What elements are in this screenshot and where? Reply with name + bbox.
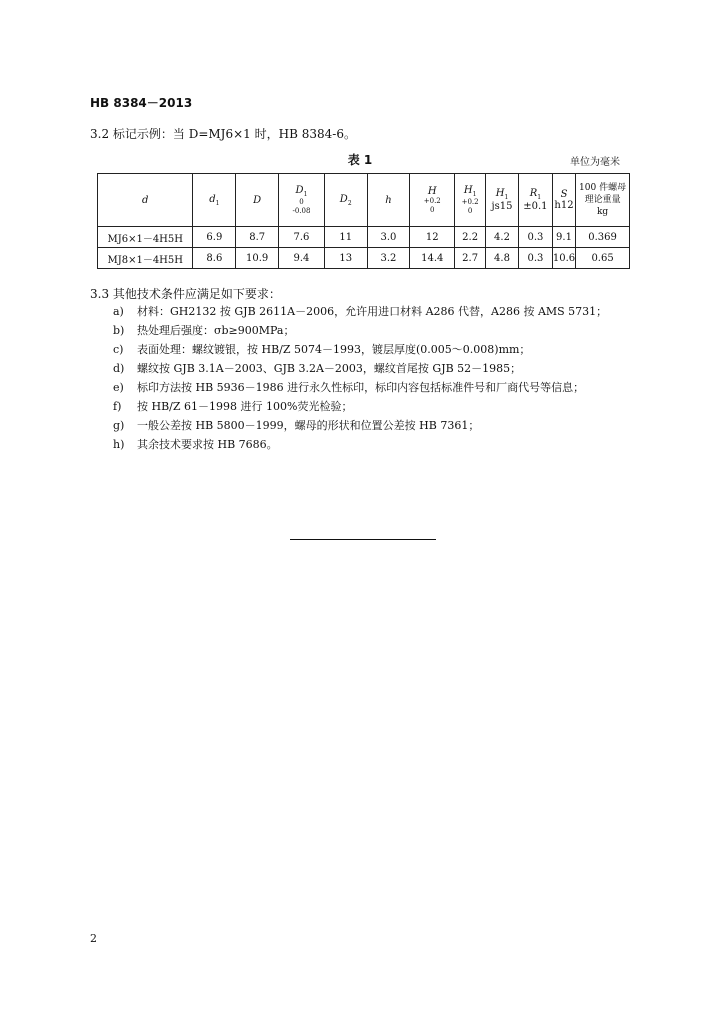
list-item: b) 热处理后强度：σb≥900MPa； (113, 324, 295, 337)
document-header: HB 8384－2013 (90, 96, 193, 110)
header-d: d (98, 174, 193, 227)
table-cell: 2.7 (455, 248, 486, 269)
table-cell: MJ6×1－4H5H (98, 227, 193, 248)
table-cell: 4.2 (486, 227, 519, 248)
table-cell: 7.6 (279, 227, 325, 248)
table-row (98, 248, 630, 269)
list-item: h) 其余技术要求按 HB 7686。 (113, 438, 278, 451)
header-H1-js15: $H_1$ js15 (486, 174, 519, 227)
table-cell: 8.6 (193, 248, 236, 269)
header-H: H +0.2 0 (410, 174, 455, 227)
table-cell: 4.8 (486, 248, 519, 269)
table-cell: 14.4 (410, 248, 455, 269)
table-cell: 9.4 (279, 248, 325, 269)
table-cell: 12 (410, 227, 455, 248)
section-3-3-heading: 3.3 其他技术条件应满足如下要求： (90, 287, 281, 301)
page-number: 2 (90, 932, 97, 945)
header-H1: $H_1$ +0.2 0 (455, 174, 486, 227)
list-item: d) 螺纹按 GJB 3.1A－2003、GJB 3.2A－2003，螺纹首尾按 GJB 52－1985； (113, 362, 522, 375)
header-weight: 100 件螺母 理论重量 kg (576, 174, 630, 227)
list-item: e) 标印方法按 HB 5936－1986 进行永久性标印，标印内容包括标准件号和厂商代号等信息； (113, 381, 585, 394)
header-R1: $R_1$ ±0.1 (518, 174, 552, 227)
header-S: S h12 (552, 174, 575, 227)
header-h: h (367, 174, 410, 227)
table-cell: 8.7 (236, 227, 279, 248)
table-cell: 0.3 (518, 227, 552, 248)
table-cell: 9.1 (552, 227, 575, 248)
list-item: g) 一般公差按 HB 5800－1999，螺母的形状和位置公差按 HB 7361； (113, 419, 480, 432)
spec-table (97, 173, 630, 269)
header-D1: $D_1$ 0 -0.08 (279, 174, 325, 227)
header-d1: $d_1$ (193, 174, 236, 227)
table-cell: 13 (324, 248, 367, 269)
table-unit: 单位为毫米 (570, 157, 620, 168)
list-item: a) 材料：GH2132 按 GJB 2611A－2006，允许用进口材料 A286 代替，A286 按 AMS 5731； (113, 305, 608, 318)
header-D2: $D_2$ (324, 174, 367, 227)
table-cell: 6.9 (193, 227, 236, 248)
table-title: 表 1 (347, 153, 373, 167)
table-cell: 2.2 (455, 227, 486, 248)
table-cell: 3.0 (367, 227, 410, 248)
table-cell: 10.6 (552, 248, 575, 269)
table-cell: 0.65 (576, 248, 630, 269)
table-cell: 10.9 (236, 248, 279, 269)
list-item: f) 按 HB/Z 61－1998 进行 100%荧光检验； (113, 400, 353, 413)
table-cell: 11 (324, 227, 367, 248)
end-divider (290, 539, 436, 540)
table-cell: 0.3 (518, 248, 552, 269)
table-cell: 3.2 (367, 248, 410, 269)
header-D: D (236, 174, 279, 227)
list-item: c) 表面处理：螺纹镀银，按 HB/Z 5074－1993，镀层厚度(0.005～0.008)mm； (113, 343, 531, 356)
table-header-row (98, 174, 630, 227)
table-cell: MJ8×1－4H5H (98, 248, 193, 269)
table-cell: 0.369 (576, 227, 630, 248)
section-3-2: 3.2 标记示例：当 D=MJ6×1 时，HB 8384-6。 (90, 127, 356, 141)
table-row (98, 227, 630, 248)
